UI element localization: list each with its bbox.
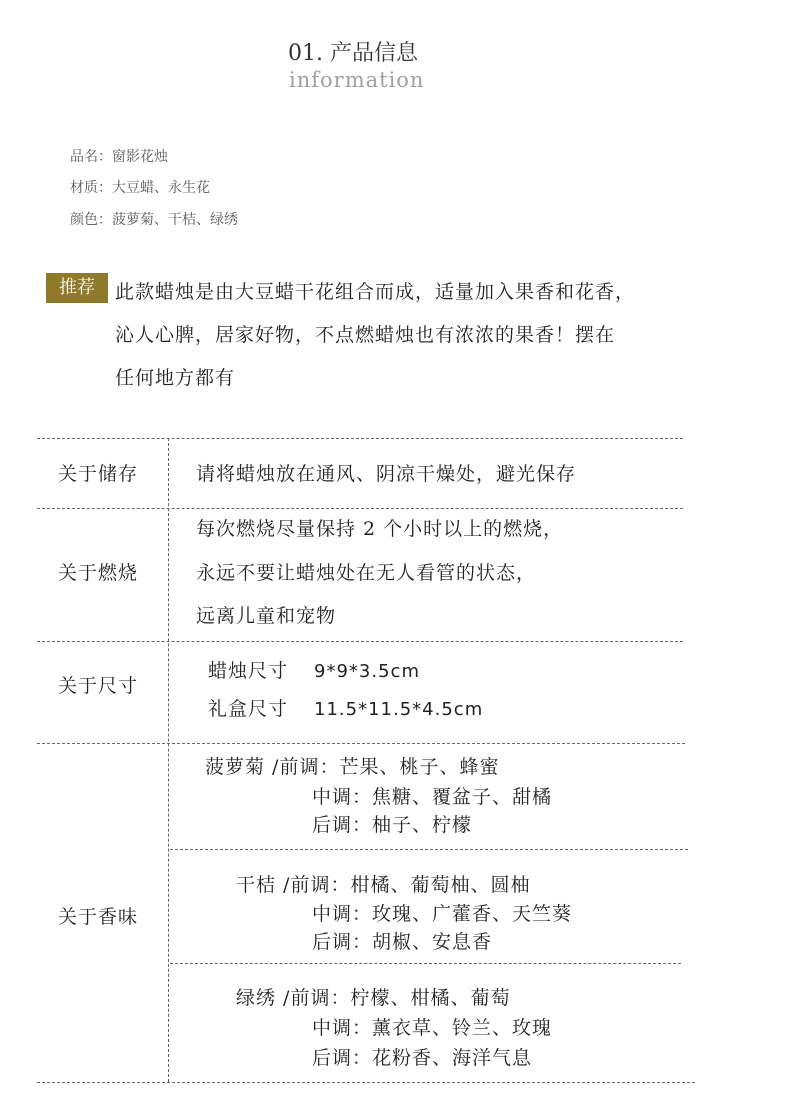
- size-row: [208, 656, 420, 683]
- scent-note-row: [205, 752, 499, 779]
- table-divider: [37, 1082, 695, 1083]
- scent-note-type: 中调：: [312, 1017, 373, 1039]
- burning-line: 每次燃烧尽量保持 2 个小时以上的燃烧，: [196, 518, 564, 540]
- info-key: 颜色: [70, 212, 98, 228]
- info-value: 菠萝菊、干桔、绿绣: [112, 212, 238, 228]
- size-name: 蜡烛尺寸: [208, 660, 289, 682]
- storage-label: 关于储存: [58, 463, 139, 485]
- recommend-badge: 推荐: [46, 273, 108, 303]
- info-material-line: 材质：大豆蜡、永生花: [70, 180, 210, 196]
- scent-note-row: [312, 927, 492, 954]
- scent-note-value: 花粉香、海洋气息: [372, 1047, 533, 1069]
- scent-note-type: 后调：: [312, 814, 373, 836]
- scent-note-type: 前调：: [279, 756, 340, 778]
- recommend-line: 沁人心脾，居家好物，不点燃蜡烛也有浓浓的果香！摆在: [115, 324, 616, 346]
- table-divider: [37, 641, 683, 642]
- scent-note-row: [312, 1013, 552, 1040]
- scent-note-type: 后调：: [312, 1047, 373, 1069]
- size-row: [208, 694, 483, 721]
- table-divider: [37, 508, 683, 509]
- section-subtitle: information: [289, 68, 425, 92]
- size-value: 11.5*11.5*4.5cm: [314, 699, 484, 720]
- scent-note-type: 前调：: [290, 874, 351, 896]
- scent-note-value: 芒果、桃子、蜂蜜: [339, 756, 500, 778]
- scent-note-type: 前调：: [290, 987, 351, 1009]
- scent-note-row: [236, 983, 510, 1010]
- scent-note-row: [312, 899, 572, 926]
- scent-note-row: [312, 810, 472, 837]
- section-title: 01. 产品信息: [288, 41, 418, 66]
- size-name: 礼盒尺寸: [208, 698, 289, 720]
- recommend-line: 此款蜡烛是由大豆蜡干花组合而成，适量加入果香和花香，: [115, 281, 636, 303]
- burning-label: 关于燃烧: [58, 562, 139, 584]
- scent-note-type: 中调：: [312, 903, 373, 925]
- burning-line: 远离儿童和宠物: [196, 605, 337, 627]
- info-color-line: 颜色：菠萝菊、干桔、绿绣: [70, 212, 238, 228]
- size-label: 关于尺寸: [58, 675, 139, 697]
- scent-note-value: 柚子、柠檬: [372, 814, 473, 836]
- info-key: 材质: [70, 180, 98, 196]
- scent-note-value: 柑橘、葡萄柚、圆柚: [350, 874, 531, 896]
- scent-note-row: [312, 782, 552, 809]
- table-divider: [37, 743, 685, 744]
- size-value: 9*9*3.5cm: [314, 661, 420, 682]
- scent-group-name: 菠萝菊 /: [205, 756, 280, 778]
- info-name-line: 品名：窗影花烛: [70, 149, 168, 165]
- storage-text: 请将蜡烛放在通风、阴凉干燥处，避光保存: [196, 463, 577, 485]
- scent-group-name: 绿绣 /: [236, 987, 291, 1009]
- scent-note-value: 胡椒、安息香: [372, 931, 493, 953]
- scent-note-row: [236, 870, 530, 897]
- recommend-line: 任何地方都有: [115, 367, 236, 389]
- scent-note-value: 柠檬、柑橘、葡萄: [350, 987, 511, 1009]
- table-divider: [170, 849, 688, 850]
- table-divider: [170, 963, 681, 964]
- table-column-divider: [168, 438, 169, 1082]
- scent-note-value: 玫瑰、广藿香、天竺葵: [372, 903, 573, 925]
- scent-label: 关于香味: [58, 906, 139, 928]
- info-value: 窗影花烛: [112, 149, 168, 165]
- scent-note-type: 中调：: [312, 786, 373, 808]
- scent-note-row: [312, 1043, 532, 1070]
- scent-group-name: 干桔 /: [236, 874, 291, 896]
- scent-note-value: 焦糖、覆盆子、甜橘: [372, 786, 553, 808]
- info-value: 大豆蜡、永生花: [112, 180, 210, 196]
- burning-line: 永远不要让蜡烛处在无人看管的状态，: [196, 562, 537, 584]
- info-key: 品名: [70, 149, 98, 165]
- scent-note-value: 薰衣草、铃兰、玫瑰: [372, 1017, 553, 1039]
- table-divider: [37, 438, 683, 439]
- scent-note-type: 后调：: [312, 931, 373, 953]
